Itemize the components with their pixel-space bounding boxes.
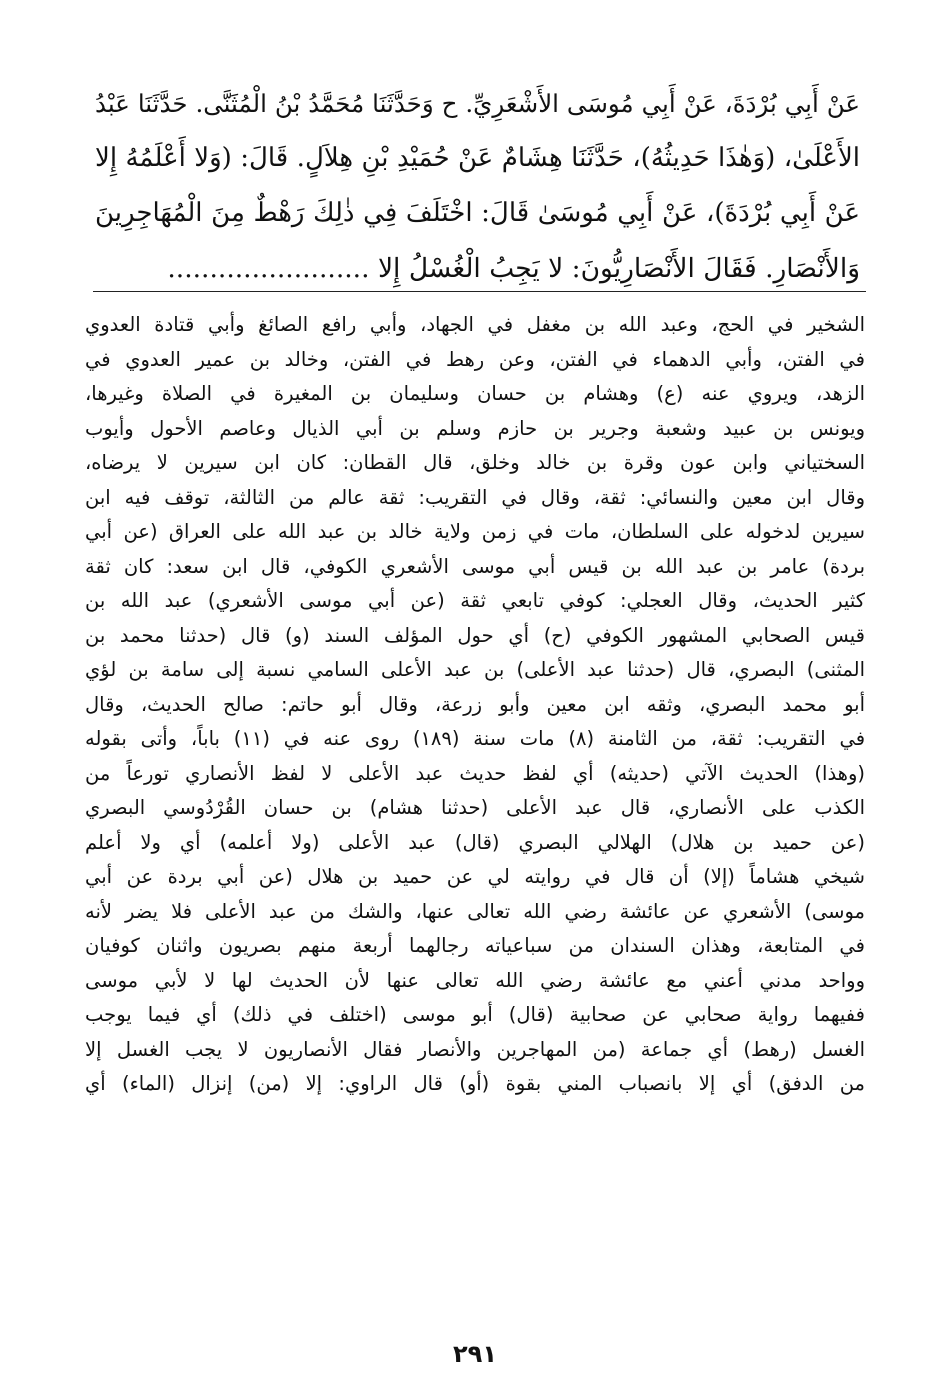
commentary-line: قيس الصحابي المشهور الكوفي (ح) أي حول المؤلف السند (و) قال (حدثنا محمد بن [85,623,865,647]
commentary-line: ففيهما رواية صحابي عن صحابية (قال) أبو موسى (اختلف في ذلك) أي فيما يوجب [85,1003,865,1026]
commentary-line: الزهد، ويروي عنه (ع) وهشام بن حسان وسليمان بن المغيرة في الصلاة وغيرها، [85,382,865,405]
commentary-text [85,308,865,1102]
hadith-line: الأَعْلَىٰ، (وَهٰذَا حَدِيثُهُ)، حَدَّثَنَا هِشَامٌ عَنْ حُمَيْدِ بْنِ هِلاَلٍ. قَالَ: (وَلا أَعْلَمُهُ إِلا [95,143,860,173]
commentary-line: في الفتن، وأبي الدهماء في الفتن، وعن رهط في الفتن، وخالد بن عمير العدوي في [85,347,865,371]
section-divider [93,291,866,292]
hadith-text [95,76,860,296]
hadith-line: وَالأَنْصَارِ. فَقَالَ الأَنْصَارِيُّونَ: لا يَجِبُ الْغُسْلُ إِلا ........................ [167,253,860,284]
commentary-line: موسى) الأشعري عن عائشة رضي الله تعالى عنها، والشك من عبد الأعلى فلا يضر لأنه [85,899,865,923]
commentary-line: من الدفق) أي إلا بانصباب المني بقوة (أو) قال الراوي: إلا (من) إنزال (الماء) أي [85,1072,865,1095]
commentary-line: في التقريب: ثقة، من الثامنة (٨) مات سنة (١٨٩) روى عنه في (١١) باباً، وأتى بقوله [85,727,865,750]
page-number: ٢٩١ [453,1340,497,1368]
commentary-line: كثير الحديث، وقال العجلي: كوفي تابعي ثقة (عن أبي موسى الأشعري) عبد الله بن [85,589,865,612]
hadith-line: عَنْ أَبِي بُرْدَةَ)، عَنْ أَبِي مُوسَىٰ قَالَ: اخْتَلَفَ فِي ذٰلِكَ رَهْطٌ مِنَ الْمُهَاجِرِينَ [95,198,860,228]
hadith-line: عَنْ أَبِي بُرْدَةَ، عَنْ أَبِي مُوسَى الأَشْعَرِيِّ. ح وَحَدَّثَنَا مُحَمَّدُ بْنُ الْمُثَنَّى. حَدَّثَنَا عَبْدُ [95,89,860,118]
commentary-line: ويونس بن عبيد وشعبة وجرير بن حازم وسلم بن أبي الذيال وعاصم الأحول وأيوب [85,416,865,440]
commentary-line: (عن حميد بن هلال) الهلالي البصري (قال) عبد الأعلى (ولا أعلمه) أي ولا أعلم [85,830,865,854]
commentary-line: الشخير في الحج، وعبد الله بن مغفل في الجهاد، وأبي رافع الصائغ وأبي قتادة العدوي [85,313,865,336]
commentary-line: المثنى) البصري، قال (حدثنا عبد الأعلى) بن عبد الأعلى السامي نسبة إلى سامة بن لؤي [85,658,865,681]
commentary-line: السختياني وابن عون وقرة بن خالد وخلق، قال القطان: كان ابن سيرين لا يرضاه، [85,451,865,474]
commentary-line: وقال ابن معين والنسائي: ثقة، وقال في التقريب: ثقة عالم من الثالثة، توقف فيه ابن [85,485,865,509]
commentary-line: الغسل (رهط) أي جماعة (من المهاجرين والأنصار فقال الأنصاريون لا يجب الغسل إلا [85,1037,865,1061]
commentary-line: (وهذا) الحديث الآتي (حديثه) أي لفظ حديث عبد الأعلى لا لفظ الأنصاري تورعاً من [85,761,865,785]
commentary-line: سيرين لدخوله على السلطان، مات في زمن ولاية خالد بن عبد الله على العراق (عن أبي [85,520,865,543]
commentary-line: الكذب على الأنصاري، قال عبد الأعلى (حدثنا هشام) بن حسان القُرْدُوسي البصري [85,796,865,819]
commentary-line: أبو محمد البصري، وثقه ابن معين وأبو زرعة، وقال أبو حاتم: صالح الحديث، وقال [85,692,865,716]
commentary-line: شيخي هشاماً (إلا) أن قال في روايته لي عن حميد بن هلال (عن أبي بردة عن أبي [85,865,865,888]
commentary-line: بردة) عامر بن عبد الله بن قيس أبي موسى الأشعري الكوفي، قال ابن سعد: كان ثقة [85,554,865,578]
commentary-line: وواحد مدني أعني مع عائشة رضي الله تعالى عنها لأن الحديث لها لا لأبي موسى [85,968,865,992]
commentary-line: في المتابعة، وهذان السندان من سباعياته رجالهما أربعة منهم بصريون واثنان كوفيان [85,934,865,957]
